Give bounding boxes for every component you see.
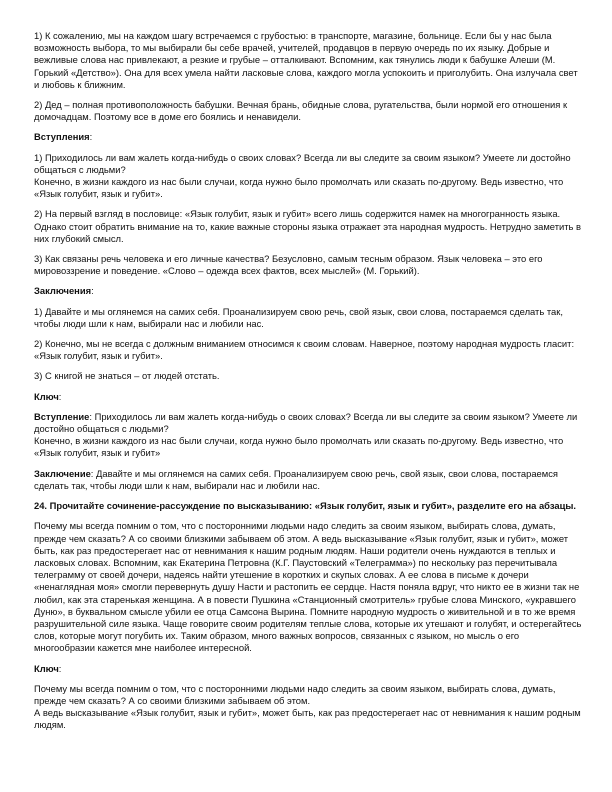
paragraph	[34, 285, 582, 297]
text: :	[91, 285, 94, 297]
paragraph	[34, 500, 582, 512]
text: Конечно, в жизни каждого из нас были случаи, когда нужно было промолчать или сказать по-другому. Ведь известно, что «Язык голубит, язык и губит»	[34, 435, 564, 459]
bold-text: Заключение	[34, 467, 91, 479]
text: 3) С книгой не знаться – от людей отстать.	[34, 370, 220, 382]
text: Конечно, в жизни каждого из нас были случаи, когда нужно было промолчать или сказать по-другому. Ведь известно, что «Язык голубит, язык и губит».	[34, 176, 564, 200]
paragraph	[34, 306, 582, 330]
text: 1) К сожалению, мы на каждом шагу встречаемся с грубостью: в транспорте, магазине, больнице. Если бы у нас была возможность выбора, то мы выбирали бы себе врачей, учителей, продавцов в первую очередь по их языку. Добрые и вежливые слова нас привлекают, а резкие и грубые – отталкивают. Вспомним, как тянулись люди к бабушке Алеши (М. Горький «Детство»). Она для всех умела найти ласковые слова, каждого могла успокоить и приголубить. Она излучала свет и любовь к ближним.	[34, 30, 578, 90]
paragraph	[34, 208, 582, 245]
paragraph	[34, 30, 582, 91]
text: :	[58, 390, 62, 402]
paragraph	[34, 411, 582, 460]
text: 1) Давайте и мы оглянемся на самих себя. Проанализируем свою речь, свой язык, свои слова, постараемся сделать так, чтобы люди шли к нам, выбирали нас и любили нас.	[34, 305, 563, 329]
paragraph	[34, 520, 582, 654]
bold-text: Ключ	[34, 662, 59, 674]
text: 3) Как связаны речь человека и его личные качества? Безусловно, самым тесным образом. Язык человека – это его мировоззрение и поведение. «Слово – одежда всех фактов, всех мыслей» (М. Горький).	[34, 253, 543, 277]
document-page	[34, 30, 582, 740]
text: :	[89, 131, 93, 143]
text: :	[58, 662, 62, 674]
bold-text: Заключения	[34, 285, 92, 297]
text: 2) Конечно, мы не всегда с должным вниманием относимся к своим словам. Наверное, поэтому народная мудрость гласит: «Язык голубит, язык и губит».	[34, 338, 575, 362]
paragraph	[34, 663, 582, 675]
paragraph	[34, 370, 582, 382]
text: : Давайте и мы оглянемся на самих себя. Проанализируем свою речь, свой язык, свои слова, постараемся сделать так, чтобы люди шли к нам, выбирали нас и любили нас.	[34, 467, 558, 491]
paragraph	[34, 338, 582, 362]
bold-text: Ключ	[34, 390, 59, 402]
text: А ведь высказывание «Язык голубит, язык и губит», может быть, как раз предостерегает нас от невнимания к нашим родным людям.	[34, 707, 581, 731]
paragraph	[34, 683, 582, 732]
text: 2) Дед – полная противоположность бабушки. Вечная брань, обидные слова, ругательства, были нормой его отношения к домочадцам. Поэтому все в доме его боялись и ненавидели.	[34, 99, 568, 123]
paragraph	[34, 468, 582, 492]
bold-text: Вступление	[34, 410, 90, 422]
paragraph	[34, 391, 582, 403]
text: 2) На первый взгляд в пословице: «Язык голубит, язык и губит» всего лишь содержится намек на многогранность языка. Однако стоит обратить внимание на то, какие важные стороны языка отражает эта народная мудрость. Нетрудно заметить в них глубокий смысл.	[34, 208, 581, 244]
text: Почему мы всегда помним о том, что с посторонними людьми надо следить за своим языком, выбирать слова, думать, прежде чем сказать? А со своими близкими забываем об этом.	[34, 682, 556, 706]
paragraph	[34, 253, 582, 277]
paragraph	[34, 152, 582, 201]
paragraph	[34, 131, 582, 143]
bold-text: Вступления	[34, 131, 90, 143]
paragraph	[34, 99, 582, 123]
text: : Приходилось ли вам жалеть когда-нибудь о своих словах? Всегда ли вы следите за своим языком? Умеете ли достойно общаться с людьми?	[34, 410, 578, 435]
bold-text: 24. Прочитайте сочинение-рассуждение по высказыванию: «Язык голубит, язык и губит», разделите его на абзацы.	[34, 500, 576, 512]
text: Почему мы всегда помним о том, что с посторонними людьми надо следить за своим языком, выбирать слова, думать, прежде чем сказать? А со своими близкими забываем об этом. А ведь высказывание «Язык голубит, язык и губит», может быть, как раз предостерегает нас от невнимания к нашим родным людям. Наши родители очень нуждаются в теплых и ласковых словах. Вспомним, как Екатерина Петровна (К.Г. Паустовский «Телеграмма») по нескольку раз перечитывала телеграмму от своей дочери, надеясь найти утешение в коротких и скупых словах. А ее слова в письме к дочери «ненаглядная моя» смогли перевернуть душу Насти и растопить ее сердце. Настя поняла вдруг, что никто ее в жизни так не любил, как эта старенькая женщина. А в повести Пушкина «Станционный смотритель» грубые слова Минского, «укравшего Дуню», в буквальном смысле убили ее отца Самсона Вырина. Помните народную мудрость о живительной и в то же время разрушительной силе языка. Чаще говорите своим родителям теплые слова, которые их утешают и голубят, и остерегайтесь слов, которые могут погубить их. Таким образом, много важных вопросов, связанных с языком, но мысль о его многообразии кажется мне наиболее интересной.	[34, 520, 582, 654]
text: 1) Приходилось ли вам жалеть когда-нибудь о своих словах? Всегда ли вы следите за своим языком? Умеете ли достойно общаться с людьми?	[34, 151, 571, 175]
